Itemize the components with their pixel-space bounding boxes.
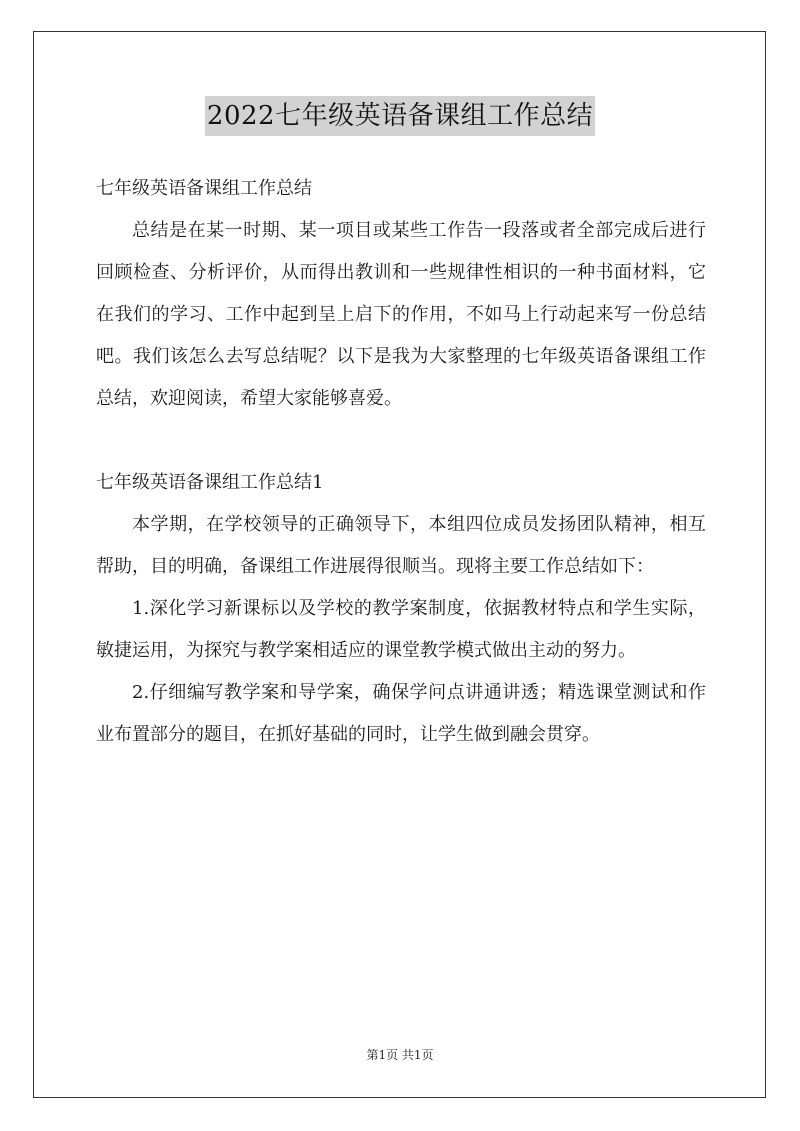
section-heading-1: 七年级英语备课组工作总结1: [96, 472, 324, 493]
intro-paragraph: 总结是在某一时期、某一项目或某些工作告一段落或者全部完成后进行回顾检查、分析评价，从而得出教训和一些规律性相识的一种书面材料，它在我们的学习、工作中起到呈上启下的作用，不如马上行动起来写一份总结吧。我们该怎么去写总结呢？以下是我为大家整理的七年级英语备课组工作总结，欢迎阅读，希望大家能够喜爱。: [96, 220, 706, 409]
title-block: [0, 96, 800, 136]
document-title: 2022七年级英语备课组工作总结: [205, 96, 595, 136]
section-heading: 七年级英语备课组工作总结: [96, 178, 312, 199]
list-item-2: 2.仔细编写教学案和导学案，确保学问点讲通讲透；精选课堂测试和作业布置部分的题目，在抓好基础的同时，让学生做到融会贯穿。: [96, 682, 706, 745]
list-item-1: 1.深化学习新课标以及学校的教学案制度，依据教材特点和学生实际，敏捷运用，为探究与教学案相适应的课堂教学模式做出主动的努力。: [96, 598, 706, 661]
paragraph-spacer: [96, 420, 706, 462]
body-paragraph: 本学期，在学校领导的正确领导下，本组四位成员发扬团队精神，相互帮助，目的明确，备课组工作进展得很顺当。现将主要工作总结如下：: [96, 514, 706, 577]
page-footer: 第1页 共1页: [366, 1048, 434, 1062]
document-body: [96, 168, 706, 756]
